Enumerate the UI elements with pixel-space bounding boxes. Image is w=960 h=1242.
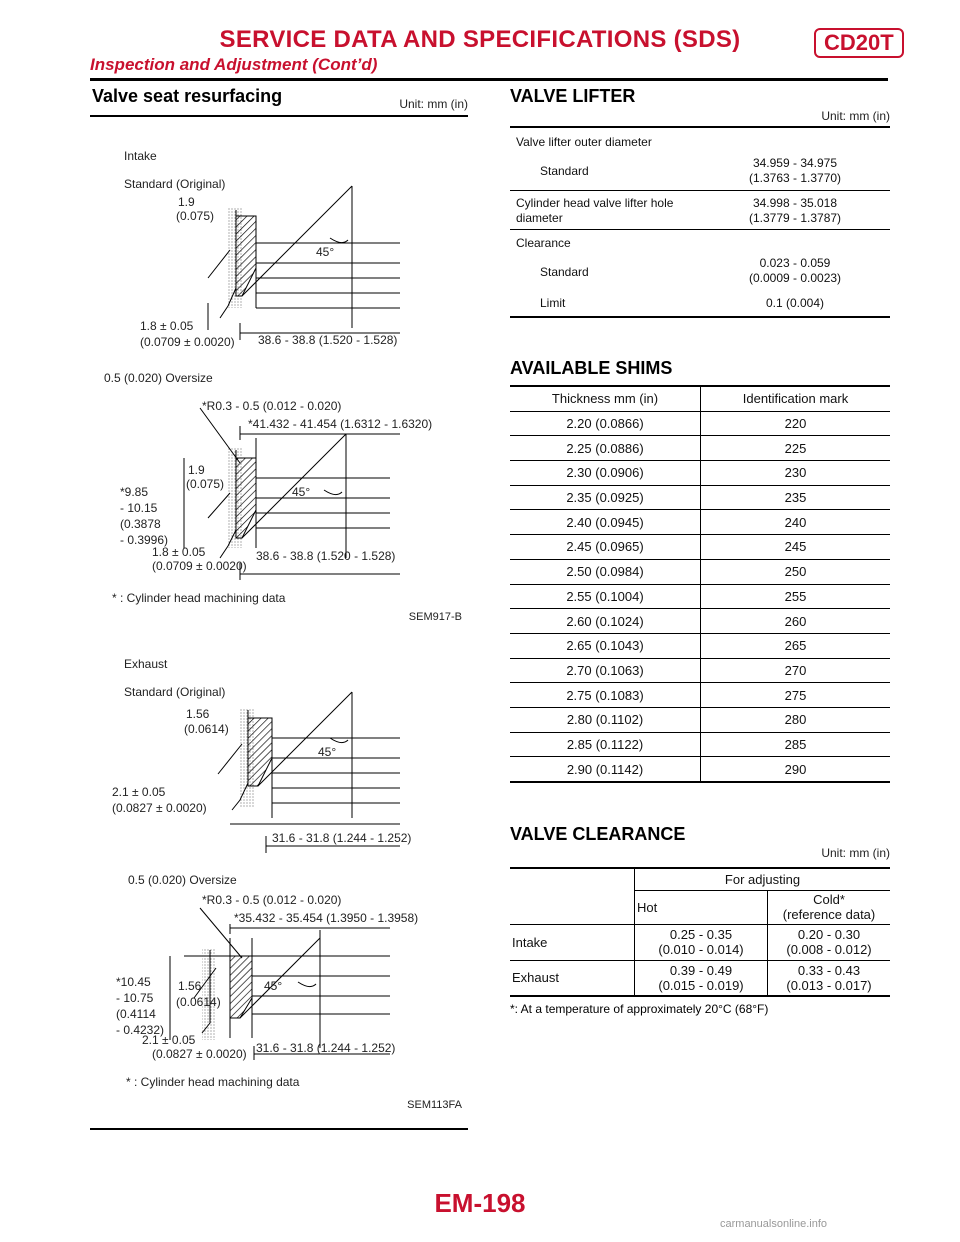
shim-thickness: 2.65 (0.1043) (510, 633, 701, 658)
shim-thickness: 2.35 (0.0925) (510, 485, 701, 510)
row-label: Valve lifter outer diameter (516, 135, 652, 149)
table-row (510, 633, 890, 658)
exhaust-standard-drawing (218, 692, 400, 853)
table-row (510, 510, 890, 535)
intake-std-depth-in: (0.0709 ± 0.0020) (140, 335, 235, 349)
value-in: (0.013 - 0.017) (786, 977, 872, 993)
exhaust-os-depth-line2: - 10.75 (116, 991, 154, 1005)
left-column-bottom-rule (90, 1128, 468, 1130)
valve-seat-diagrams (90, 118, 470, 1126)
intake-os-width-in: (0.075) (186, 477, 225, 491)
row-value: 0.1 (0.004) (765, 296, 825, 310)
valve-lifter-title: VALVE LIFTER (510, 86, 636, 106)
row-value-in: (1.3763 - 1.3770) (748, 171, 842, 185)
table-row (510, 732, 890, 757)
intake-os-depth-line4: - 0.3996) (120, 533, 169, 547)
shim-id-mark: 220 (701, 411, 891, 436)
column-header-cold (768, 890, 891, 924)
table-row (510, 683, 890, 708)
exhaust-oversize-label: 0.5 (0.020) Oversize (128, 873, 237, 887)
row-label: Standard (540, 164, 589, 178)
shim-thickness: 2.40 (0.0945) (510, 510, 701, 535)
exhaust-std-width: 1.56 (186, 707, 210, 721)
table-row (510, 191, 890, 230)
shim-thickness: 2.50 (0.0984) (510, 559, 701, 584)
intake-os-angle: 45° (292, 485, 311, 499)
intake-os-width: 1.9 (188, 463, 205, 477)
shim-id-mark: 255 (701, 584, 891, 609)
cold-label-note: (reference data) (782, 907, 876, 922)
valve-lifter-unit: Unit: mm (in) (821, 109, 890, 123)
exhaust-cold-cell (768, 960, 891, 996)
value: 0.20 - 0.30 (797, 927, 861, 942)
exhaust-os-diameter: 31.6 - 31.8 (1.244 - 1.252) (256, 1041, 396, 1055)
row-label: Exhaust (510, 960, 635, 996)
group-header: For adjusting (635, 868, 891, 890)
valve-seat-title: Valve seat resurfacing (92, 86, 283, 106)
exhaust-os-angle: 45° (264, 979, 283, 993)
intake-os-diameter: 38.6 - 38.8 (1.520 - 1.528) (256, 549, 396, 563)
page-number: EM-198 (434, 1188, 526, 1218)
exhaust-footnote: * : Cylinder head machining data (126, 1075, 300, 1089)
shims-table (510, 385, 890, 783)
exhaust-os-seat-in: (0.0827 ± 0.0020) (152, 1047, 247, 1061)
intake-os-seat-in: (0.0709 ± 0.0020) (152, 559, 247, 573)
shim-id-mark: 275 (701, 683, 891, 708)
exhaust-std-depth: 2.1 ± 0.05 (112, 785, 166, 799)
valve-clearance-table (510, 867, 890, 997)
exhaust-os-width: 1.56 (178, 979, 202, 993)
watermark: carmanualsonline.info (720, 1218, 828, 1230)
table-row (510, 960, 890, 996)
shim-thickness: 2.80 (0.1102) (510, 707, 701, 732)
intake-os-depth-line3: (0.3878 (120, 517, 161, 531)
value-in: (0.008 - 0.012) (786, 942, 872, 957)
page-subtitle: Inspection and Adjustment (Cont’d) (90, 55, 378, 74)
table-row (510, 757, 890, 782)
row-label: Clearance (516, 236, 571, 250)
shim-thickness: 2.85 (0.1122) (510, 732, 701, 757)
row-value: 34.959 - 34.975 (752, 156, 838, 170)
shim-id-mark: 245 (701, 535, 891, 560)
row-label: Intake (510, 924, 635, 960)
intake-os-seat: 1.8 ± 0.05 (152, 545, 206, 559)
shim-thickness: 2.70 (0.1063) (510, 658, 701, 683)
shim-thickness: 2.30 (0.0906) (510, 461, 701, 486)
table-row (510, 230, 890, 250)
row-value-in: (0.0009 - 0.0023) (748, 271, 842, 285)
exhaust-os-width-in: (0.0614) (176, 995, 221, 1009)
valve-lifter-table (510, 128, 890, 316)
shims-title: AVAILABLE SHIMS (510, 358, 673, 378)
shim-thickness: 2.90 (0.1142) (510, 757, 701, 782)
intake-oversize-label: 0.5 (0.020) Oversize (104, 371, 213, 385)
intake-os-bore: *41.432 - 41.454 (1.6312 - 1.6320) (248, 417, 433, 431)
intake-figure-code: SEM917-B (408, 611, 462, 623)
column-header-hot: Hot (635, 890, 768, 924)
table-row (510, 609, 890, 634)
table-header-row (510, 868, 890, 890)
row-label: Limit (540, 296, 566, 310)
intake-standard-drawing (208, 186, 400, 340)
intake-footnote: * : Cylinder head machining data (112, 591, 286, 605)
intake-std-diameter: 38.6 - 38.8 (1.520 - 1.528) (258, 333, 398, 347)
intake-hot-cell (635, 924, 768, 960)
intake-std-width: 1.9 (178, 195, 195, 209)
shim-id-mark: 265 (701, 633, 891, 658)
shim-id-mark: 235 (701, 485, 891, 510)
shim-thickness: 2.75 (0.1083) (510, 683, 701, 708)
shim-id-mark: 290 (784, 761, 807, 777)
exhaust-os-bore: *35.432 - 35.454 (1.3950 - 1.3958) (234, 911, 419, 925)
intake-heading: Intake (124, 149, 157, 163)
row-value: 0.023 - 0.059 (759, 256, 831, 270)
valve-seat-rule (90, 115, 468, 117)
exhaust-os-depth-line4: - 0.4232) (116, 1023, 165, 1037)
value-in: (0.010 - 0.014) (658, 942, 744, 957)
exhaust-hot-cell (635, 960, 768, 996)
exhaust-heading: Exhaust (124, 657, 168, 671)
valve-clearance-unit: Unit: mm (in) (821, 846, 890, 860)
row-label-2: diameter (516, 211, 563, 225)
shim-thickness: 2.60 (0.1024) (510, 609, 701, 634)
table-row (510, 485, 890, 510)
valve-clearance-title: VALVE CLEARANCE (510, 824, 686, 844)
shim-id-mark: 280 (701, 707, 891, 732)
empty-header-cell (510, 868, 635, 924)
row-label: Cylinder head valve lifter hole (516, 196, 674, 210)
exhaust-os-depth-line3: (0.4114 (116, 1007, 156, 1021)
valve-seat-unit: Unit: mm (in) (399, 97, 468, 111)
intake-standard-label: Standard (Original) (124, 177, 226, 191)
value-in: (0.015 - 0.019) (658, 977, 744, 993)
cold-label: Cold* (813, 892, 845, 907)
table-row (510, 559, 890, 584)
valve-clearance-footnote: *: At a temperature of approximately 20°C (68°F) (510, 1002, 769, 1016)
value: 0.39 - 0.49 (669, 962, 733, 978)
valve-lifter-bottom-rule (510, 316, 890, 318)
intake-std-angle: 45° (316, 245, 335, 259)
exhaust-standard-label: Standard (Original) (124, 685, 226, 699)
shim-id-mark: 230 (701, 461, 891, 486)
page-title: SERVICE DATA AND SPECIFICATIONS (SDS) (219, 26, 741, 53)
table-row (510, 436, 890, 461)
header-rule (90, 78, 888, 81)
column-header: Identification mark (701, 386, 891, 411)
intake-os-depth-line1: *9.85 (120, 485, 149, 499)
exhaust-std-width-in: (0.0614) (184, 722, 229, 736)
table-row (510, 411, 890, 436)
value: 0.33 - 0.43 (797, 962, 861, 978)
intake-std-width-in: (0.075) (176, 209, 215, 223)
shim-id-mark: 250 (701, 559, 891, 584)
table-row (510, 707, 890, 732)
shim-id-mark: 285 (701, 732, 891, 757)
shim-thickness: 2.45 (0.0965) (510, 535, 701, 560)
table-row (510, 535, 890, 560)
intake-os-depth-line2: - 10.15 (120, 501, 158, 515)
table-row (510, 584, 890, 609)
table-row (510, 924, 890, 960)
shim-thickness: 2.20 (0.0866) (510, 411, 701, 436)
table-row (510, 461, 890, 486)
row-value-in: (1.3779 - 1.3787) (748, 211, 842, 225)
shim-id-mark: 240 (701, 510, 891, 535)
table-row (510, 154, 890, 191)
shim-thickness: 2.55 (0.1004) (510, 584, 701, 609)
table-header-row (510, 386, 890, 411)
table-row (510, 288, 890, 316)
exhaust-std-diameter: 31.6 - 31.8 (1.244 - 1.252) (272, 831, 412, 845)
shim-thickness: 2.25 (0.0886) (510, 436, 701, 461)
shim-id-mark: 270 (701, 658, 891, 683)
exhaust-std-depth-in: (0.0827 ± 0.0020) (112, 801, 207, 815)
table-row (510, 250, 890, 288)
shim-id-mark: 260 (701, 609, 891, 634)
intake-os-radius: *R0.3 - 0.5 (0.012 - 0.020) (202, 399, 342, 413)
intake-std-depth: 1.8 ± 0.05 (140, 319, 194, 333)
exhaust-std-angle: 45° (318, 745, 337, 759)
column-header: Thickness mm (in) (510, 386, 701, 411)
row-label: Standard (540, 265, 589, 279)
exhaust-os-radius: *R0.3 - 0.5 (0.012 - 0.020) (202, 893, 342, 907)
shim-id-mark: 225 (701, 436, 891, 461)
row-value: 34.998 - 35.018 (752, 196, 838, 210)
exhaust-os-seat: 2.1 ± 0.05 (142, 1033, 196, 1047)
value: 0.25 - 0.35 (669, 927, 733, 942)
exhaust-os-depth-line1: *10.45 (116, 975, 151, 989)
table-row (510, 128, 890, 154)
engine-code-badge: CD20T (814, 28, 904, 58)
intake-cold-cell (768, 924, 891, 960)
exhaust-figure-code: SEM113FA (407, 1099, 462, 1111)
table-row (510, 658, 890, 683)
